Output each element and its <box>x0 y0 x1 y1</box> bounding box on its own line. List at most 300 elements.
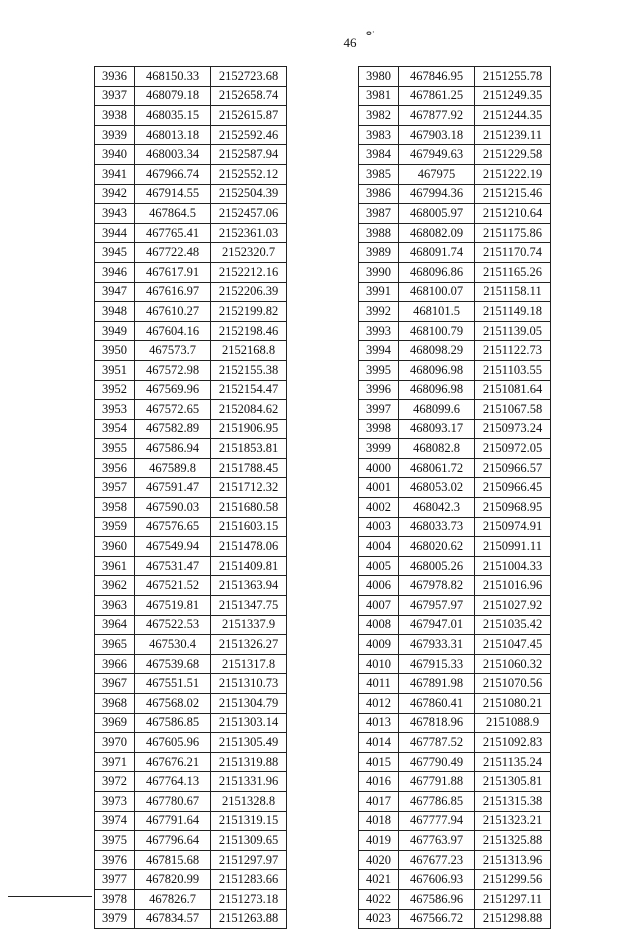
x-coordinate-cell: 467616.97 <box>135 282 211 302</box>
y-coordinate-cell: 2151305.49 <box>211 733 287 753</box>
table-row <box>95 889 287 909</box>
x-coordinate-cell: 467522.53 <box>135 615 211 635</box>
table-row <box>359 596 551 616</box>
point-number-cell: 3987 <box>359 204 399 224</box>
point-number-cell: 3941 <box>95 164 135 184</box>
y-coordinate-cell: 2151249.35 <box>475 86 551 106</box>
x-coordinate-cell: 468003.34 <box>135 145 211 165</box>
y-coordinate-cell: 2151210.64 <box>475 204 551 224</box>
x-coordinate-cell: 467933.31 <box>399 635 475 655</box>
x-coordinate-cell: 467586.85 <box>135 713 211 733</box>
point-number-cell: 3999 <box>359 439 399 459</box>
x-coordinate-cell: 467589.8 <box>135 458 211 478</box>
point-number-cell: 4015 <box>359 752 399 772</box>
table-row <box>95 576 287 596</box>
x-coordinate-cell: 467590.03 <box>135 498 211 518</box>
y-coordinate-cell: 2151331.96 <box>211 772 287 792</box>
y-coordinate-cell: 2151337.9 <box>211 615 287 635</box>
y-coordinate-cell: 2151004.33 <box>475 556 551 576</box>
x-coordinate-cell: 467777.94 <box>399 811 475 831</box>
point-number-cell: 3983 <box>359 125 399 145</box>
x-coordinate-cell: 467957.97 <box>399 596 475 616</box>
x-coordinate-cell: 467568.02 <box>135 694 211 714</box>
y-coordinate-cell: 2151027.92 <box>475 596 551 616</box>
x-coordinate-cell: 467566.72 <box>399 909 475 929</box>
x-coordinate-cell: 467765.41 <box>135 223 211 243</box>
y-coordinate-cell: 2151255.78 <box>475 67 551 87</box>
y-coordinate-cell: 2151326.27 <box>211 635 287 655</box>
table-row <box>359 850 551 870</box>
x-coordinate-cell: 468150.33 <box>135 67 211 87</box>
table-row <box>95 341 287 361</box>
point-number-cell: 3986 <box>359 184 399 204</box>
x-coordinate-cell: 468042.3 <box>399 498 475 518</box>
point-number-cell: 3989 <box>359 243 399 263</box>
y-coordinate-cell: 2152457.06 <box>211 204 287 224</box>
point-number-cell: 3981 <box>359 86 399 106</box>
point-number-cell: 4006 <box>359 576 399 596</box>
x-coordinate-cell: 468079.18 <box>135 86 211 106</box>
point-number-cell: 4013 <box>359 713 399 733</box>
y-coordinate-cell: 2151175.86 <box>475 223 551 243</box>
y-coordinate-cell: 2151317.8 <box>211 654 287 674</box>
point-number-cell: 3962 <box>95 576 135 596</box>
y-coordinate-cell: 2151319.15 <box>211 811 287 831</box>
y-coordinate-cell: 2151122.73 <box>475 341 551 361</box>
point-number-cell: 4016 <box>359 772 399 792</box>
table-row <box>95 478 287 498</box>
table-row <box>95 791 287 811</box>
x-coordinate-cell: 468033.73 <box>399 517 475 537</box>
x-coordinate-cell: 467617.91 <box>135 262 211 282</box>
y-coordinate-cell: 2151712.32 <box>211 478 287 498</box>
footnote-rule <box>8 896 92 897</box>
table-row <box>359 556 551 576</box>
point-number-cell: 4008 <box>359 615 399 635</box>
table-row <box>359 831 551 851</box>
point-number-cell: 3995 <box>359 360 399 380</box>
point-number-cell: 3940 <box>95 145 135 165</box>
point-number-cell: 3991 <box>359 282 399 302</box>
x-coordinate-cell: 468100.79 <box>399 321 475 341</box>
point-number-cell: 3947 <box>95 282 135 302</box>
point-number-cell: 3942 <box>95 184 135 204</box>
y-coordinate-cell: 2151165.26 <box>475 262 551 282</box>
point-number-cell: 3973 <box>95 791 135 811</box>
point-number-cell: 3950 <box>95 341 135 361</box>
point-number-cell: 3974 <box>95 811 135 831</box>
y-coordinate-cell: 2152587.94 <box>211 145 287 165</box>
point-number-cell: 3984 <box>359 145 399 165</box>
y-coordinate-cell: 2151244.35 <box>475 106 551 126</box>
x-coordinate-cell: 468005.97 <box>399 204 475 224</box>
point-number-cell: 3954 <box>95 419 135 439</box>
y-coordinate-cell: 2151080.21 <box>475 694 551 714</box>
table-row <box>359 870 551 890</box>
x-coordinate-cell: 468053.02 <box>399 478 475 498</box>
point-number-cell: 3965 <box>95 635 135 655</box>
table-row <box>95 184 287 204</box>
x-coordinate-cell: 467549.94 <box>135 537 211 557</box>
x-coordinate-cell: 467861.25 <box>399 86 475 106</box>
y-coordinate-cell: 2152658.74 <box>211 86 287 106</box>
point-number-cell: 4020 <box>359 850 399 870</box>
x-coordinate-cell: 467914.55 <box>135 184 211 204</box>
y-coordinate-cell: 2152206.39 <box>211 282 287 302</box>
x-coordinate-cell: 467846.95 <box>399 67 475 87</box>
y-coordinate-cell: 2151139.05 <box>475 321 551 341</box>
point-number-cell: 3970 <box>95 733 135 753</box>
point-number-cell: 3953 <box>95 400 135 420</box>
x-coordinate-cell: 467818.96 <box>399 713 475 733</box>
point-number-cell: 3951 <box>95 360 135 380</box>
x-coordinate-cell: 467586.96 <box>399 889 475 909</box>
y-coordinate-cell: 2151409.81 <box>211 556 287 576</box>
point-number-cell: 4023 <box>359 909 399 929</box>
y-coordinate-cell: 2150966.57 <box>475 458 551 478</box>
point-number-cell: 3985 <box>359 164 399 184</box>
x-coordinate-cell: 468082.09 <box>399 223 475 243</box>
y-coordinate-cell: 2151328.8 <box>211 791 287 811</box>
table-row <box>95 635 287 655</box>
x-coordinate-cell: 467947.01 <box>399 615 475 635</box>
x-coordinate-cell: 468099.6 <box>399 400 475 420</box>
x-coordinate-cell: 468013.18 <box>135 125 211 145</box>
point-number-cell: 4009 <box>359 635 399 655</box>
x-coordinate-cell: 468093.17 <box>399 419 475 439</box>
x-coordinate-cell: 467586.94 <box>135 439 211 459</box>
y-coordinate-cell: 2151347.75 <box>211 596 287 616</box>
point-number-cell: 3956 <box>95 458 135 478</box>
x-coordinate-cell: 467610.27 <box>135 302 211 322</box>
point-number-cell: 3964 <box>95 615 135 635</box>
y-coordinate-cell: 2151135.24 <box>475 752 551 772</box>
x-coordinate-cell: 467530.4 <box>135 635 211 655</box>
table-row <box>359 889 551 909</box>
y-coordinate-cell: 2151325.88 <box>475 831 551 851</box>
table-row <box>95 733 287 753</box>
table-row <box>95 262 287 282</box>
point-number-cell: 3998 <box>359 419 399 439</box>
x-coordinate-cell: 467915.33 <box>399 654 475 674</box>
y-coordinate-cell: 2151309.65 <box>211 831 287 851</box>
point-number-cell: 3952 <box>95 380 135 400</box>
table-row <box>95 458 287 478</box>
x-coordinate-cell: 467573.7 <box>135 341 211 361</box>
y-coordinate-cell: 2150991.11 <box>475 537 551 557</box>
x-coordinate-cell: 467539.68 <box>135 654 211 674</box>
x-coordinate-cell: 468035.15 <box>135 106 211 126</box>
table-row <box>359 341 551 361</box>
table-row <box>359 302 551 322</box>
point-number-cell: 3988 <box>359 223 399 243</box>
point-number-cell: 3943 <box>95 204 135 224</box>
x-coordinate-cell: 468091.74 <box>399 243 475 263</box>
x-coordinate-cell: 467572.98 <box>135 360 211 380</box>
y-coordinate-cell: 2151149.18 <box>475 302 551 322</box>
x-coordinate-cell: 467604.16 <box>135 321 211 341</box>
table-row <box>359 204 551 224</box>
x-coordinate-cell: 467791.64 <box>135 811 211 831</box>
coordinates-table-left <box>94 66 287 929</box>
table-row <box>359 106 551 126</box>
table-row <box>359 439 551 459</box>
x-coordinate-cell: 467796.64 <box>135 831 211 851</box>
y-coordinate-cell: 2151297.11 <box>475 889 551 909</box>
point-number-cell: 3949 <box>95 321 135 341</box>
y-coordinate-cell: 2151092.83 <box>475 733 551 753</box>
point-number-cell: 4003 <box>359 517 399 537</box>
point-number-cell: 4017 <box>359 791 399 811</box>
y-coordinate-cell: 2151299.56 <box>475 870 551 890</box>
table-row <box>95 811 287 831</box>
y-coordinate-cell: 2151081.64 <box>475 380 551 400</box>
x-coordinate-cell: 467820.99 <box>135 870 211 890</box>
x-coordinate-cell: 467582.89 <box>135 419 211 439</box>
table-row <box>359 164 551 184</box>
x-coordinate-cell: 467860.41 <box>399 694 475 714</box>
point-number-cell: 4005 <box>359 556 399 576</box>
table-row <box>95 400 287 420</box>
point-number-cell: 3993 <box>359 321 399 341</box>
table-row <box>359 615 551 635</box>
point-number-cell: 3963 <box>95 596 135 616</box>
y-coordinate-cell: 2151035.42 <box>475 615 551 635</box>
x-coordinate-cell: 467591.47 <box>135 478 211 498</box>
table-row <box>95 615 287 635</box>
y-coordinate-cell: 2151603.15 <box>211 517 287 537</box>
x-coordinate-cell: 467790.49 <box>399 752 475 772</box>
x-coordinate-cell: 467764.13 <box>135 772 211 792</box>
point-number-cell: 3936 <box>95 67 135 87</box>
point-number-cell: 4014 <box>359 733 399 753</box>
point-number-cell: 3997 <box>359 400 399 420</box>
x-coordinate-cell: 467815.68 <box>135 850 211 870</box>
point-number-cell: 3968 <box>95 694 135 714</box>
table-row <box>95 360 287 380</box>
point-number-cell: 3976 <box>95 850 135 870</box>
table-row <box>359 223 551 243</box>
table-row <box>95 106 287 126</box>
x-coordinate-cell: 467791.88 <box>399 772 475 792</box>
point-number-cell: 3980 <box>359 67 399 87</box>
table-row <box>95 654 287 674</box>
point-number-cell: 3990 <box>359 262 399 282</box>
x-coordinate-cell: 467531.47 <box>135 556 211 576</box>
table-row <box>359 498 551 518</box>
y-coordinate-cell: 2152155.38 <box>211 360 287 380</box>
table-row <box>359 694 551 714</box>
table-row <box>359 909 551 929</box>
point-number-cell: 3948 <box>95 302 135 322</box>
x-coordinate-cell: 467966.74 <box>135 164 211 184</box>
y-coordinate-cell: 2152084.62 <box>211 400 287 420</box>
x-coordinate-cell: 467722.48 <box>135 243 211 263</box>
y-coordinate-cell: 2150968.95 <box>475 498 551 518</box>
table-row <box>359 458 551 478</box>
y-coordinate-cell: 2152615.87 <box>211 106 287 126</box>
point-number-cell: 3966 <box>95 654 135 674</box>
x-coordinate-cell: 467834.57 <box>135 909 211 929</box>
point-number-cell: 3975 <box>95 831 135 851</box>
x-coordinate-cell: 467676.21 <box>135 752 211 772</box>
x-coordinate-cell: 467787.52 <box>399 733 475 753</box>
table-row <box>359 772 551 792</box>
table-row <box>95 752 287 772</box>
y-coordinate-cell: 2151788.45 <box>211 458 287 478</box>
y-coordinate-cell: 2151298.88 <box>475 909 551 929</box>
y-coordinate-cell: 2151853.81 <box>211 439 287 459</box>
y-coordinate-cell: 2151047.45 <box>475 635 551 655</box>
y-coordinate-cell: 2151103.55 <box>475 360 551 380</box>
coordinates-table-right <box>358 66 551 929</box>
y-coordinate-cell: 2152552.12 <box>211 164 287 184</box>
y-coordinate-cell: 2151310.73 <box>211 674 287 694</box>
point-number-cell: 4011 <box>359 674 399 694</box>
x-coordinate-cell: 468020.62 <box>399 537 475 557</box>
x-coordinate-cell: 467891.98 <box>399 674 475 694</box>
table-row <box>95 243 287 263</box>
point-number-cell: 4022 <box>359 889 399 909</box>
point-number-cell: 3969 <box>95 713 135 733</box>
point-number-cell: 3946 <box>95 262 135 282</box>
x-coordinate-cell: 468096.86 <box>399 262 475 282</box>
table-row <box>95 204 287 224</box>
table-row <box>359 262 551 282</box>
table-row <box>359 733 551 753</box>
point-number-cell: 4018 <box>359 811 399 831</box>
table-row <box>359 811 551 831</box>
y-coordinate-cell: 2151158.11 <box>475 282 551 302</box>
point-number-cell: 3982 <box>359 106 399 126</box>
y-coordinate-cell: 2151304.79 <box>211 694 287 714</box>
y-coordinate-cell: 2152592.46 <box>211 125 287 145</box>
point-number-cell: 4002 <box>359 498 399 518</box>
table-row <box>95 772 287 792</box>
point-number-cell: 3967 <box>95 674 135 694</box>
y-coordinate-cell: 2152198.46 <box>211 321 287 341</box>
table-row <box>359 243 551 263</box>
table-row <box>95 850 287 870</box>
table-row <box>95 302 287 322</box>
y-coordinate-cell: 2151315.38 <box>475 791 551 811</box>
y-coordinate-cell: 2151222.19 <box>475 164 551 184</box>
y-coordinate-cell: 2152168.8 <box>211 341 287 361</box>
y-coordinate-cell: 2152212.16 <box>211 262 287 282</box>
x-coordinate-cell: 467975 <box>399 164 475 184</box>
table-row <box>359 321 551 341</box>
x-coordinate-cell: 467826.7 <box>135 889 211 909</box>
y-coordinate-cell: 2150966.45 <box>475 478 551 498</box>
x-coordinate-cell: 468096.98 <box>399 380 475 400</box>
point-number-cell: 3938 <box>95 106 135 126</box>
point-number-cell: 4010 <box>359 654 399 674</box>
y-coordinate-cell: 2152320.7 <box>211 243 287 263</box>
table-row <box>95 145 287 165</box>
point-number-cell: 3961 <box>95 556 135 576</box>
table-row <box>359 184 551 204</box>
point-number-cell: 3977 <box>95 870 135 890</box>
point-number-cell: 3972 <box>95 772 135 792</box>
table-row <box>359 419 551 439</box>
x-coordinate-cell: 468096.98 <box>399 360 475 380</box>
y-coordinate-cell: 2151215.46 <box>475 184 551 204</box>
x-coordinate-cell: 467864.5 <box>135 204 211 224</box>
table-row <box>95 86 287 106</box>
y-coordinate-cell: 2151229.58 <box>475 145 551 165</box>
table-row <box>359 576 551 596</box>
table-row <box>95 67 287 87</box>
point-number-cell: 3996 <box>359 380 399 400</box>
table-row <box>95 321 287 341</box>
table-row <box>359 380 551 400</box>
point-number-cell: 4004 <box>359 537 399 557</box>
x-coordinate-cell: 467763.97 <box>399 831 475 851</box>
y-coordinate-cell: 2150972.05 <box>475 439 551 459</box>
x-coordinate-cell: 468082.8 <box>399 439 475 459</box>
y-coordinate-cell: 2151906.95 <box>211 419 287 439</box>
table-row <box>95 125 287 145</box>
table-row <box>95 498 287 518</box>
y-coordinate-cell: 2152199.82 <box>211 302 287 322</box>
table-row <box>95 282 287 302</box>
table-row <box>95 556 287 576</box>
x-coordinate-cell: 467877.92 <box>399 106 475 126</box>
point-number-cell: 3978 <box>95 889 135 909</box>
table-row <box>95 870 287 890</box>
point-number-cell: 4012 <box>359 694 399 714</box>
x-coordinate-cell: 467576.65 <box>135 517 211 537</box>
x-coordinate-cell: 467786.85 <box>399 791 475 811</box>
table-row <box>359 537 551 557</box>
coordinates-table-left-body <box>95 67 287 929</box>
x-coordinate-cell: 467551.51 <box>135 674 211 694</box>
point-number-cell: 3959 <box>95 517 135 537</box>
x-coordinate-cell: 467994.36 <box>399 184 475 204</box>
x-coordinate-cell: 467572.65 <box>135 400 211 420</box>
table-row <box>95 694 287 714</box>
table-row <box>359 360 551 380</box>
y-coordinate-cell: 2151319.88 <box>211 752 287 772</box>
table-row <box>95 380 287 400</box>
point-number-cell: 3994 <box>359 341 399 361</box>
y-coordinate-cell: 2151067.58 <box>475 400 551 420</box>
table-row <box>359 635 551 655</box>
y-coordinate-cell: 2151305.81 <box>475 772 551 792</box>
table-row <box>359 674 551 694</box>
y-coordinate-cell: 2151680.58 <box>211 498 287 518</box>
y-coordinate-cell: 2151313.96 <box>475 850 551 870</box>
y-coordinate-cell: 2151239.11 <box>475 125 551 145</box>
point-number-cell: 3957 <box>95 478 135 498</box>
table-row <box>359 713 551 733</box>
table-row <box>95 909 287 929</box>
point-number-cell: 3937 <box>95 86 135 106</box>
table-row <box>95 674 287 694</box>
table-row <box>95 223 287 243</box>
y-coordinate-cell: 2152361.03 <box>211 223 287 243</box>
point-number-cell: 3992 <box>359 302 399 322</box>
x-coordinate-cell: 468101.5 <box>399 302 475 322</box>
y-coordinate-cell: 2150974.91 <box>475 517 551 537</box>
table-row <box>95 164 287 184</box>
point-number-cell: 3958 <box>95 498 135 518</box>
corner-mark: ⴰ· <box>366 27 375 37</box>
point-number-cell: 3955 <box>95 439 135 459</box>
table-row <box>359 86 551 106</box>
point-number-cell: 3944 <box>95 223 135 243</box>
point-number-cell: 3939 <box>95 125 135 145</box>
